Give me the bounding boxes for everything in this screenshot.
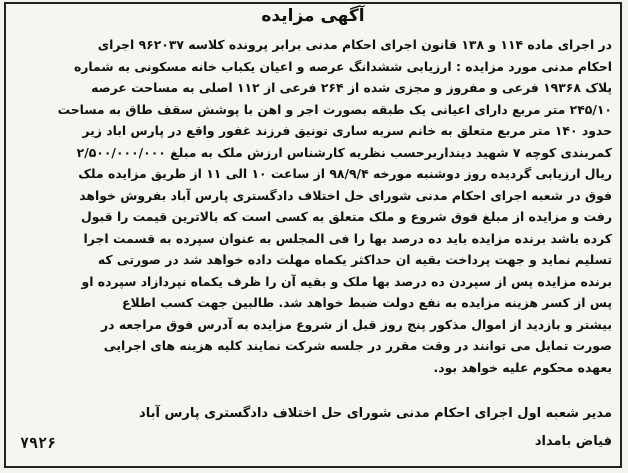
notice-line: فوق در شعبه اجرای احکام مدنی شورای حل اختلاف دادگستری پارس آباد بفروش خواهد bbox=[79, 187, 612, 203]
notice-line: تسلیم نماید و جهت پرداخت بقیه ان حداکثر یکماه مهلت داده خواهد شد در صورتی که bbox=[97, 252, 612, 267]
notice-line: ریال ارزیابی گردیده روز دوشنبه مورخه ۹۸/۹/۴ از ساعت ۱۰ الی ۱۱ از طریق مزایده ملک bbox=[78, 166, 612, 181]
signature-title: مدیر شعبه اول اجرای احکام مدنی شورای حل اختلاف دادگستری پارس آباد bbox=[139, 406, 612, 421]
signer-name: فیاض بامداد bbox=[534, 434, 612, 449]
notice-line: بعهده محکوم علیه خواهد بود. bbox=[433, 359, 612, 375]
notice-frame bbox=[4, 2, 622, 468]
notice-line: بیشتر و بازدید از اموال مذکور پنج روز قبل از شروع مزایده به آدرس فوق مراجعه در bbox=[101, 316, 612, 332]
notice-code: ۷۹۲۶ bbox=[20, 434, 57, 452]
notice-line: کرده باشد برنده مزایده باید ده درصد بها را فی المجلس به عنوان سپرده به قسمت اجرا bbox=[83, 230, 612, 246]
notice-line: پس از کسر هزینه مزایده به نفع دولت ضبط خواهد شد. طالبین جهت کسب اطلاع bbox=[122, 295, 612, 310]
notice-line: ۲۴۵/۱۰ متر مربع دارای اعیانی یک طبقه بصورت اجر و اهن با پوشش سقف طاق به مساحت bbox=[57, 101, 612, 117]
notice-title: آگهی مزایده bbox=[261, 6, 365, 26]
notice-body bbox=[14, 34, 612, 394]
notice-line: پلاک ۱۹۳۶۸ فرعی و مفروز و مجزی شده از ۲۶۴ فرعی از ۱۱۲ اصلی به مساحت عرصه bbox=[91, 80, 612, 95]
notice-line: حدود ۱۴۰ متر مربع متعلق به خانم سربه ساری تونیق فرزند غفور واقع در پارس اباد زیر bbox=[82, 123, 612, 138]
notice-line: صورت تمایل می توانند در وقت مقرر در جلسه شرکت نمایند کلیه هزینه های اجرایی bbox=[103, 338, 612, 353]
notice-line: رفت و مزایده از مبلغ فوق شروع و ملک متعلق به کسی است که بالاترین قیمت را قبول bbox=[80, 209, 612, 224]
notice-line: در اجرای ماده ۱۱۴ و ۱۳۸ قانون اجرای احکام مدنی برابر پرونده کلاسه ۹۶۲۰۳۷ اجرای bbox=[97, 37, 612, 52]
notice-line: احکام مدنی مورد مزایده : ارزیابی ششدانگ عرصه و اعیان یکباب خانه مسکونی به شماره bbox=[73, 58, 612, 74]
notice-line: کمربندی کوچه ۷ شهید دینداربرحسب نظریه کارشناس ارزش ملک به مبلغ ۲/۵۰۰/۰۰۰/۰۰۰ bbox=[76, 144, 612, 160]
notice-footer bbox=[14, 402, 612, 454]
notice-line: برنده مزایده پس از سپردن ده درصد بها ملک و بقیه آن را ظرف یکماه نپردازاد سپرده او bbox=[81, 273, 612, 289]
